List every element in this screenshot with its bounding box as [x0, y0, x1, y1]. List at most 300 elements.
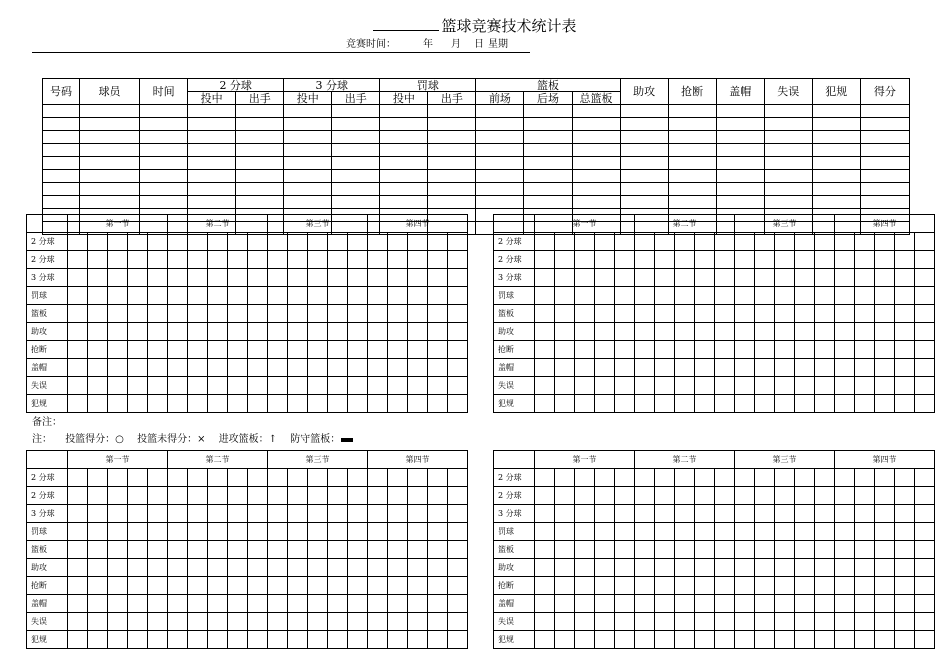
tally-cell[interactable]	[408, 251, 428, 269]
tally-cell[interactable]	[575, 487, 595, 505]
player-stat-cell[interactable]	[476, 144, 524, 157]
tally-cell[interactable]	[368, 595, 388, 613]
tally-cell[interactable]	[855, 613, 875, 631]
tally-cell[interactable]	[68, 487, 88, 505]
tally-cell[interactable]	[595, 469, 615, 487]
tally-cell[interactable]	[715, 559, 735, 577]
player-stat-cell[interactable]	[476, 157, 524, 170]
player-stat-cell[interactable]	[428, 131, 476, 144]
tally-cell[interactable]	[108, 559, 128, 577]
tally-cell[interactable]	[555, 631, 575, 649]
tally-cell[interactable]	[248, 541, 268, 559]
tally-cell[interactable]	[148, 595, 168, 613]
tally-cell[interactable]	[388, 305, 408, 323]
tally-cell[interactable]	[895, 395, 915, 413]
tally-cell[interactable]	[735, 377, 755, 395]
player-stat-cell[interactable]	[572, 118, 620, 131]
tally-cell[interactable]	[815, 251, 835, 269]
tally-cell[interactable]	[428, 305, 448, 323]
player-stat-cell[interactable]	[812, 170, 860, 183]
player-stat-cell[interactable]	[236, 196, 284, 209]
tally-cell[interactable]	[448, 233, 468, 251]
tally-cell[interactable]	[368, 523, 388, 541]
tally-cell[interactable]	[148, 505, 168, 523]
player-stat-cell[interactable]	[668, 131, 716, 144]
player-stat-cell[interactable]	[80, 196, 140, 209]
tally-cell[interactable]	[875, 631, 895, 649]
tally-cell[interactable]	[348, 377, 368, 395]
tally-cell[interactable]	[595, 487, 615, 505]
tally-cell[interactable]	[248, 559, 268, 577]
player-stat-cell[interactable]	[284, 118, 332, 131]
tally-cell[interactable]	[188, 505, 208, 523]
tally-cell[interactable]	[555, 359, 575, 377]
tally-cell[interactable]	[695, 613, 715, 631]
tally-cell[interactable]	[675, 505, 695, 523]
tally-cell[interactable]	[755, 613, 775, 631]
tally-cell[interactable]	[795, 323, 815, 341]
tally-cell[interactable]	[428, 595, 448, 613]
tally-cell[interactable]	[308, 377, 328, 395]
tally-cell[interactable]	[308, 487, 328, 505]
tally-cell[interactable]	[108, 341, 128, 359]
tally-cell[interactable]	[88, 359, 108, 377]
player-stat-cell[interactable]	[188, 131, 236, 144]
tally-cell[interactable]	[695, 287, 715, 305]
tally-cell[interactable]	[128, 469, 148, 487]
tally-cell[interactable]	[615, 341, 635, 359]
tally-cell[interactable]	[288, 613, 308, 631]
tally-cell[interactable]	[735, 305, 755, 323]
tally-cell[interactable]	[388, 469, 408, 487]
player-stat-cell[interactable]	[764, 170, 812, 183]
tally-cell[interactable]	[535, 505, 555, 523]
tally-cell[interactable]	[288, 577, 308, 595]
player-stat-cell[interactable]	[236, 105, 284, 118]
tally-cell[interactable]	[695, 631, 715, 649]
tally-cell[interactable]	[915, 505, 935, 523]
tally-cell[interactable]	[188, 487, 208, 505]
player-stat-cell[interactable]	[428, 170, 476, 183]
tally-cell[interactable]	[655, 523, 675, 541]
tally-cell[interactable]	[148, 395, 168, 413]
tally-cell[interactable]	[595, 233, 615, 251]
tally-cell[interactable]	[348, 505, 368, 523]
player-stat-cell[interactable]	[572, 144, 620, 157]
tally-cell[interactable]	[428, 487, 448, 505]
tally-cell[interactable]	[188, 233, 208, 251]
player-stat-cell[interactable]	[43, 144, 80, 157]
tally-cell[interactable]	[188, 577, 208, 595]
player-stat-cell[interactable]	[764, 105, 812, 118]
tally-cell[interactable]	[128, 323, 148, 341]
player-stat-cell[interactable]	[428, 118, 476, 131]
player-stat-cell[interactable]	[284, 170, 332, 183]
player-stat-cell[interactable]	[476, 170, 524, 183]
tally-cell[interactable]	[775, 395, 795, 413]
player-stat-cell[interactable]	[668, 196, 716, 209]
tally-cell[interactable]	[128, 395, 148, 413]
tally-cell[interactable]	[168, 251, 188, 269]
tally-cell[interactable]	[428, 341, 448, 359]
tally-cell[interactable]	[88, 577, 108, 595]
tally-cell[interactable]	[448, 595, 468, 613]
player-stat-cell[interactable]	[476, 118, 524, 131]
tally-cell[interactable]	[675, 341, 695, 359]
tally-cell[interactable]	[775, 487, 795, 505]
tally-cell[interactable]	[655, 377, 675, 395]
tally-cell[interactable]	[248, 287, 268, 305]
tally-cell[interactable]	[128, 631, 148, 649]
player-stat-cell[interactable]	[332, 157, 380, 170]
player-stat-cell[interactable]	[188, 170, 236, 183]
tally-cell[interactable]	[108, 269, 128, 287]
player-stat-cell[interactable]	[332, 105, 380, 118]
tally-cell[interactable]	[108, 523, 128, 541]
tally-cell[interactable]	[675, 251, 695, 269]
tally-cell[interactable]	[188, 323, 208, 341]
player-stat-cell[interactable]	[764, 157, 812, 170]
tally-cell[interactable]	[388, 341, 408, 359]
tally-cell[interactable]	[368, 377, 388, 395]
tally-cell[interactable]	[308, 251, 328, 269]
tally-cell[interactable]	[128, 613, 148, 631]
tally-cell[interactable]	[68, 523, 88, 541]
player-stat-cell[interactable]	[572, 170, 620, 183]
tally-cell[interactable]	[268, 505, 288, 523]
tally-cell[interactable]	[655, 577, 675, 595]
tally-cell[interactable]	[188, 377, 208, 395]
tally-cell[interactable]	[635, 559, 655, 577]
tally-cell[interactable]	[535, 323, 555, 341]
tally-cell[interactable]	[535, 469, 555, 487]
tally-cell[interactable]	[595, 541, 615, 559]
tally-cell[interactable]	[148, 523, 168, 541]
player-stat-cell[interactable]	[43, 131, 80, 144]
tally-cell[interactable]	[128, 287, 148, 305]
tally-cell[interactable]	[855, 469, 875, 487]
tally-cell[interactable]	[148, 341, 168, 359]
tally-cell[interactable]	[875, 395, 895, 413]
tally-cell[interactable]	[288, 377, 308, 395]
tally-cell[interactable]	[108, 613, 128, 631]
tally-cell[interactable]	[288, 359, 308, 377]
tally-cell[interactable]	[128, 305, 148, 323]
tally-cell[interactable]	[228, 613, 248, 631]
tally-cell[interactable]	[595, 305, 615, 323]
tally-cell[interactable]	[348, 341, 368, 359]
tally-cell[interactable]	[328, 341, 348, 359]
tally-cell[interactable]	[775, 577, 795, 595]
tally-cell[interactable]	[428, 505, 448, 523]
player-stat-cell[interactable]	[188, 183, 236, 196]
player-stat-cell[interactable]	[812, 196, 860, 209]
tally-cell[interactable]	[835, 487, 855, 505]
tally-cell[interactable]	[835, 559, 855, 577]
tally-cell[interactable]	[168, 377, 188, 395]
tally-cell[interactable]	[875, 577, 895, 595]
player-stat-cell[interactable]	[80, 131, 140, 144]
tally-cell[interactable]	[695, 377, 715, 395]
tally-cell[interactable]	[595, 631, 615, 649]
tally-cell[interactable]	[555, 233, 575, 251]
tally-cell[interactable]	[755, 523, 775, 541]
tally-cell[interactable]	[615, 613, 635, 631]
tally-cell[interactable]	[228, 541, 248, 559]
player-stat-cell[interactable]	[236, 157, 284, 170]
player-stat-cell[interactable]	[524, 170, 572, 183]
tally-cell[interactable]	[428, 559, 448, 577]
tally-cell[interactable]	[188, 395, 208, 413]
tally-cell[interactable]	[615, 395, 635, 413]
tally-cell[interactable]	[108, 487, 128, 505]
tally-cell[interactable]	[795, 377, 815, 395]
tally-cell[interactable]	[715, 269, 735, 287]
tally-cell[interactable]	[188, 341, 208, 359]
tally-cell[interactable]	[895, 541, 915, 559]
tally-cell[interactable]	[448, 505, 468, 523]
tally-cell[interactable]	[308, 395, 328, 413]
tally-cell[interactable]	[168, 541, 188, 559]
player-stat-cell[interactable]	[188, 157, 236, 170]
tally-cell[interactable]	[835, 305, 855, 323]
player-stat-cell[interactable]	[572, 196, 620, 209]
tally-cell[interactable]	[915, 341, 935, 359]
tally-cell[interactable]	[68, 395, 88, 413]
tally-cell[interactable]	[875, 323, 895, 341]
tally-cell[interactable]	[308, 269, 328, 287]
tally-cell[interactable]	[875, 269, 895, 287]
tally-cell[interactable]	[308, 341, 328, 359]
tally-cell[interactable]	[755, 287, 775, 305]
tally-cell[interactable]	[915, 631, 935, 649]
tally-cell[interactable]	[635, 631, 655, 649]
tally-cell[interactable]	[408, 541, 428, 559]
tally-cell[interactable]	[248, 595, 268, 613]
tally-cell[interactable]	[268, 269, 288, 287]
player-stat-cell[interactable]	[764, 196, 812, 209]
tally-cell[interactable]	[328, 559, 348, 577]
tally-cell[interactable]	[88, 233, 108, 251]
player-stat-cell[interactable]	[284, 196, 332, 209]
tally-cell[interactable]	[308, 523, 328, 541]
tally-cell[interactable]	[815, 233, 835, 251]
player-stat-cell[interactable]	[428, 196, 476, 209]
player-stat-cell[interactable]	[524, 144, 572, 157]
tally-cell[interactable]	[695, 577, 715, 595]
player-stat-cell[interactable]	[716, 196, 764, 209]
tally-cell[interactable]	[328, 577, 348, 595]
tally-cell[interactable]	[595, 595, 615, 613]
tally-cell[interactable]	[388, 595, 408, 613]
tally-cell[interactable]	[448, 559, 468, 577]
tally-cell[interactable]	[875, 487, 895, 505]
tally-cell[interactable]	[615, 359, 635, 377]
player-stat-cell[interactable]	[764, 144, 812, 157]
player-stat-cell[interactable]	[620, 183, 668, 196]
tally-cell[interactable]	[895, 631, 915, 649]
tally-cell[interactable]	[735, 359, 755, 377]
tally-cell[interactable]	[575, 233, 595, 251]
tally-cell[interactable]	[348, 395, 368, 413]
tally-cell[interactable]	[148, 233, 168, 251]
tally-cell[interactable]	[148, 287, 168, 305]
tally-cell[interactable]	[68, 595, 88, 613]
tally-cell[interactable]	[855, 341, 875, 359]
tally-cell[interactable]	[655, 595, 675, 613]
tally-cell[interactable]	[755, 559, 775, 577]
player-stat-cell[interactable]	[332, 170, 380, 183]
tally-cell[interactable]	[88, 469, 108, 487]
tally-cell[interactable]	[428, 287, 448, 305]
tally-cell[interactable]	[108, 395, 128, 413]
tally-cell[interactable]	[595, 269, 615, 287]
tally-cell[interactable]	[755, 251, 775, 269]
tally-cell[interactable]	[408, 305, 428, 323]
tally-cell[interactable]	[755, 631, 775, 649]
tally-cell[interactable]	[348, 287, 368, 305]
tally-cell[interactable]	[428, 613, 448, 631]
tally-cell[interactable]	[148, 469, 168, 487]
tally-cell[interactable]	[735, 523, 755, 541]
player-stat-cell[interactable]	[572, 105, 620, 118]
tally-cell[interactable]	[895, 359, 915, 377]
tally-cell[interactable]	[895, 269, 915, 287]
tally-cell[interactable]	[188, 595, 208, 613]
tally-cell[interactable]	[428, 523, 448, 541]
tally-cell[interactable]	[88, 251, 108, 269]
tally-cell[interactable]	[775, 269, 795, 287]
tally-cell[interactable]	[408, 469, 428, 487]
tally-cell[interactable]	[348, 469, 368, 487]
tally-cell[interactable]	[575, 323, 595, 341]
player-stat-cell[interactable]	[716, 157, 764, 170]
tally-cell[interactable]	[875, 505, 895, 523]
tally-cell[interactable]	[448, 269, 468, 287]
player-stat-cell[interactable]	[812, 157, 860, 170]
tally-cell[interactable]	[695, 559, 715, 577]
tally-cell[interactable]	[615, 595, 635, 613]
player-stat-cell[interactable]	[668, 157, 716, 170]
player-stat-cell[interactable]	[764, 131, 812, 144]
tally-cell[interactable]	[775, 523, 795, 541]
tally-cell[interactable]	[348, 559, 368, 577]
player-stat-cell[interactable]	[860, 131, 909, 144]
tally-cell[interactable]	[268, 305, 288, 323]
tally-cell[interactable]	[88, 523, 108, 541]
tally-cell[interactable]	[208, 613, 228, 631]
tally-cell[interactable]	[895, 487, 915, 505]
tally-cell[interactable]	[635, 505, 655, 523]
tally-cell[interactable]	[248, 523, 268, 541]
tally-cell[interactable]	[655, 487, 675, 505]
tally-cell[interactable]	[148, 577, 168, 595]
tally-cell[interactable]	[388, 577, 408, 595]
tally-cell[interactable]	[268, 577, 288, 595]
tally-cell[interactable]	[755, 541, 775, 559]
tally-cell[interactable]	[88, 595, 108, 613]
tally-cell[interactable]	[288, 233, 308, 251]
tally-cell[interactable]	[348, 523, 368, 541]
tally-cell[interactable]	[128, 341, 148, 359]
tally-cell[interactable]	[615, 233, 635, 251]
tally-cell[interactable]	[815, 395, 835, 413]
tally-cell[interactable]	[328, 305, 348, 323]
tally-cell[interactable]	[368, 577, 388, 595]
tally-cell[interactable]	[635, 395, 655, 413]
tally-cell[interactable]	[755, 395, 775, 413]
tally-cell[interactable]	[368, 341, 388, 359]
tally-cell[interactable]	[715, 305, 735, 323]
tally-cell[interactable]	[855, 523, 875, 541]
tally-cell[interactable]	[228, 505, 248, 523]
tally-cell[interactable]	[535, 233, 555, 251]
tally-cell[interactable]	[168, 631, 188, 649]
tally-cell[interactable]	[408, 613, 428, 631]
tally-cell[interactable]	[755, 469, 775, 487]
tally-cell[interactable]	[675, 269, 695, 287]
tally-cell[interactable]	[108, 359, 128, 377]
tally-cell[interactable]	[408, 523, 428, 541]
tally-cell[interactable]	[188, 287, 208, 305]
tally-cell[interactable]	[815, 505, 835, 523]
tally-cell[interactable]	[308, 359, 328, 377]
tally-cell[interactable]	[695, 323, 715, 341]
tally-cell[interactable]	[715, 523, 735, 541]
tally-cell[interactable]	[128, 595, 148, 613]
tally-cell[interactable]	[535, 595, 555, 613]
player-stat-cell[interactable]	[80, 170, 140, 183]
tally-cell[interactable]	[735, 287, 755, 305]
tally-cell[interactable]	[308, 305, 328, 323]
tally-cell[interactable]	[248, 341, 268, 359]
tally-cell[interactable]	[408, 233, 428, 251]
tally-cell[interactable]	[815, 541, 835, 559]
player-stat-cell[interactable]	[284, 157, 332, 170]
player-stat-cell[interactable]	[43, 157, 80, 170]
tally-cell[interactable]	[448, 631, 468, 649]
tally-cell[interactable]	[595, 577, 615, 595]
tally-cell[interactable]	[268, 595, 288, 613]
player-stat-cell[interactable]	[524, 196, 572, 209]
tally-cell[interactable]	[655, 505, 675, 523]
tally-cell[interactable]	[795, 613, 815, 631]
tally-cell[interactable]	[755, 305, 775, 323]
tally-cell[interactable]	[388, 523, 408, 541]
player-stat-cell[interactable]	[476, 131, 524, 144]
tally-cell[interactable]	[575, 251, 595, 269]
tally-cell[interactable]	[575, 269, 595, 287]
tally-cell[interactable]	[775, 341, 795, 359]
tally-cell[interactable]	[188, 631, 208, 649]
tally-cell[interactable]	[735, 233, 755, 251]
tally-cell[interactable]	[328, 395, 348, 413]
tally-cell[interactable]	[895, 523, 915, 541]
tally-cell[interactable]	[308, 613, 328, 631]
tally-cell[interactable]	[228, 269, 248, 287]
tally-cell[interactable]	[635, 487, 655, 505]
tally-cell[interactable]	[208, 541, 228, 559]
player-stat-cell[interactable]	[812, 131, 860, 144]
tally-cell[interactable]	[428, 377, 448, 395]
tally-cell[interactable]	[575, 395, 595, 413]
player-stat-cell[interactable]	[764, 183, 812, 196]
tally-cell[interactable]	[555, 251, 575, 269]
tally-cell[interactable]	[915, 269, 935, 287]
tally-cell[interactable]	[915, 469, 935, 487]
tally-cell[interactable]	[555, 613, 575, 631]
tally-cell[interactable]	[835, 523, 855, 541]
